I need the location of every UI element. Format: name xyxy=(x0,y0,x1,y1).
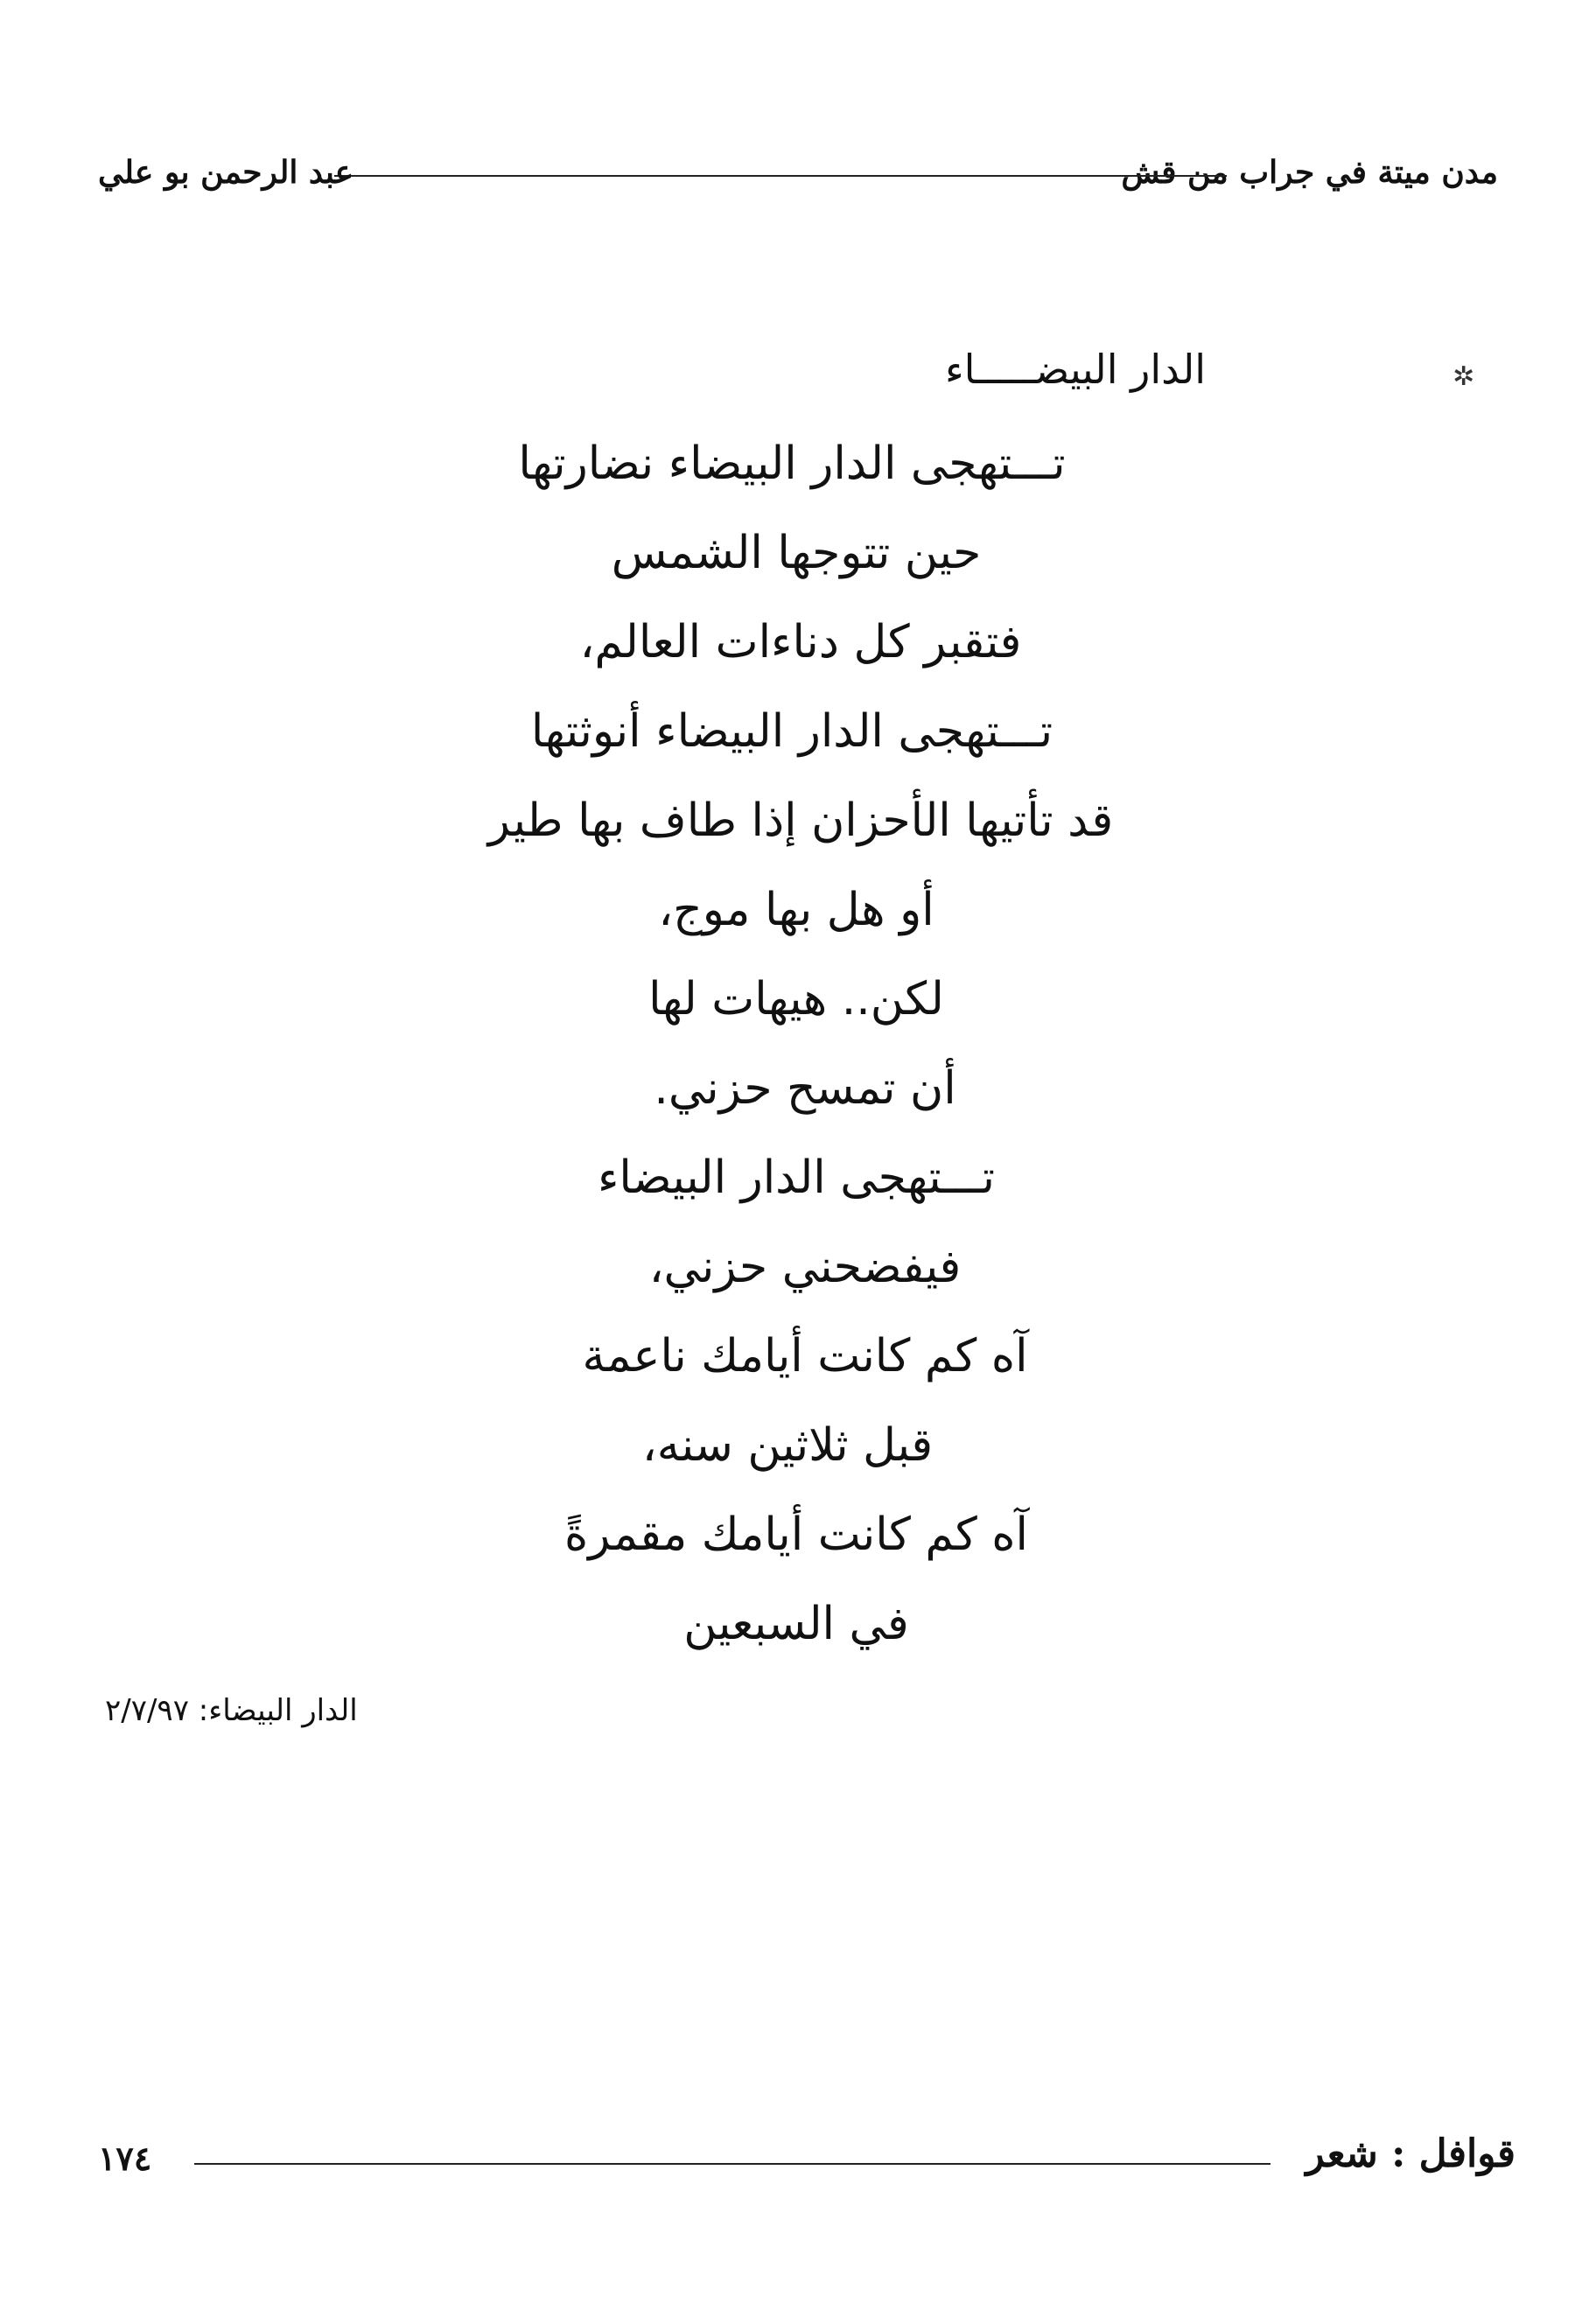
poem-line: تـــتهجى الدار البيضاء xyxy=(597,1152,995,1204)
footer-rule xyxy=(194,2163,1270,2165)
poem-line: فتقبر كل دناءات العالم، xyxy=(579,616,1022,668)
poem-line: أو هل بها موج، xyxy=(658,884,934,936)
running-footer xyxy=(98,2132,1516,2196)
poem-title: الدار البيضـــــاء xyxy=(945,346,1207,393)
poem-line: فيفضحني حزني، xyxy=(648,1241,962,1293)
poem-line: في السبعين xyxy=(683,1598,909,1650)
poem-line: قبل ثلاثين سنه، xyxy=(641,1419,934,1472)
section-label: قوافل : شعر xyxy=(1306,2132,1516,2176)
poem-line: قد تأتيها الأحزان إذا طاف بها طير xyxy=(487,794,1114,847)
poem-line: لكن.. هيهات لها xyxy=(648,973,944,1026)
poem-line: تـــتهجى الدار البيضاء أنوثتها xyxy=(530,705,1054,758)
header-rule xyxy=(334,175,1227,177)
poem-line: حين تتوجها الشمس xyxy=(611,527,982,579)
poem-line: أن تمسح حزني. xyxy=(654,1062,956,1115)
page-number: ١٧٤ xyxy=(98,2138,152,2178)
poem-line: آه كم كانت أيامك مقمرةً xyxy=(564,1508,1028,1561)
poem-date-place: الدار البيضاء: ٢/٧/٩٧ xyxy=(105,1693,358,1728)
book-title: مدن ميتة في جراب من قش xyxy=(1121,154,1498,191)
running-header xyxy=(98,154,1498,206)
poem-line: آه كم كانت أيامك ناعمة xyxy=(582,1330,1028,1382)
author-name: عبد الرحمن بو علي xyxy=(98,154,354,191)
poem-line: تـــتهجى الدار البيضاء نضارتها xyxy=(518,438,1066,490)
poem-title-row xyxy=(0,346,1596,416)
asterisk-icon: ✲ xyxy=(1452,361,1475,392)
